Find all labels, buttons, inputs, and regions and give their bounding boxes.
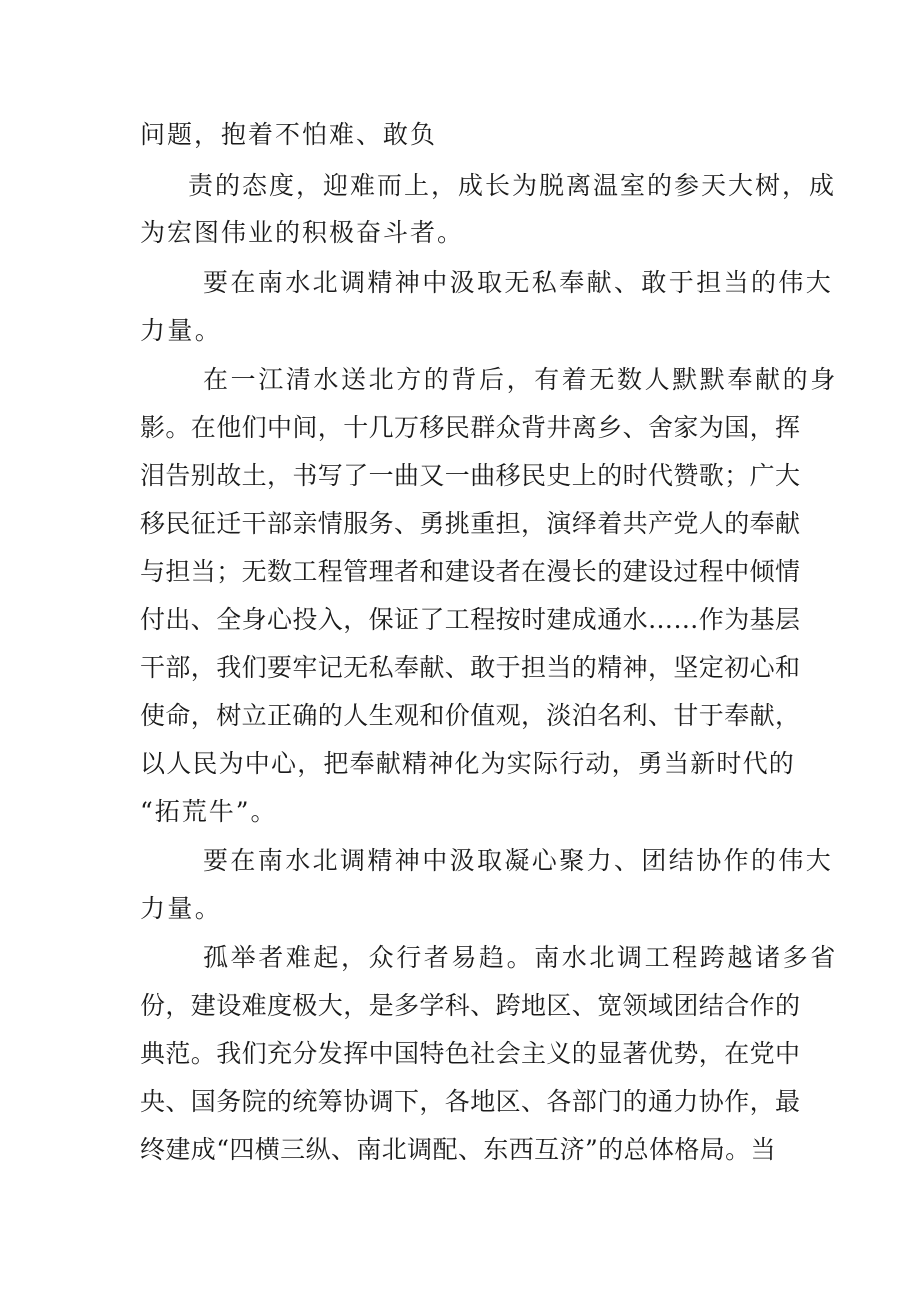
text-line-9: 移民征迁干部亲情服务、勇挑重担，演绎着共产党人的奉献 xyxy=(140,509,801,538)
text-line-22: 终建成“四横三纵、南北调配、东西互济”的总体格局。当 xyxy=(140,1135,776,1164)
text-line-11: 付出、全身心投入，保证了工程按时建成通水……作为基层 xyxy=(140,605,801,634)
section-heading-1-line-1: 要在南水北调精神中汲取无私奉献、敢于担当的伟大 xyxy=(203,268,834,297)
section-heading-2-line-2: 力量。 xyxy=(140,894,223,923)
text-line-13: 使命，树立正确的人生观和价值观，淡泊名利、甘于奉献， xyxy=(140,701,801,730)
section-heading-1-line-2: 力量。 xyxy=(140,316,223,345)
text-line-1: 问题，抱着不怕难、敢负 xyxy=(140,120,438,149)
text-line-8: 泪告别故土，书写了一曲又一曲移民史上的时代赞歌；广大 xyxy=(140,461,801,490)
text-line-18: 孤举者难起，众行者易趋。南水北调工程跨越诸多省 xyxy=(203,943,838,972)
text-line-20: 典范。我们充分发挥中国特色社会主义的显著优势，在党中 xyxy=(140,1039,801,1068)
text-line-15: “拓荒牛”。 xyxy=(140,797,278,826)
text-line-21: 央、国务院的统筹协调下，各地区、各部门的通力协作，最 xyxy=(140,1087,801,1116)
text-line-19: 份，建设难度极大，是多学科、跨地区、宽领域团结合作的 xyxy=(140,991,801,1020)
text-line-14: 以人民为中心，把奉献精神化为实际行动，勇当新时代的 xyxy=(140,749,796,778)
text-line-12: 干部，我们要牢记无私奉献、敢于担当的精神，坚定初心和 xyxy=(140,653,801,682)
text-line-7: 影。在他们中间，十几万移民群众背井离乡、舍家为国，挥 xyxy=(140,413,801,442)
section-heading-2-line-1: 要在南水北调精神中汲取凝心聚力、团结协作的伟大 xyxy=(203,846,834,875)
text-line-3: 为宏图伟业的积极奋斗者。 xyxy=(140,218,465,247)
text-line-6: 在一江清水送北方的背后，有着无数人默默奉献的身 xyxy=(203,365,838,394)
text-line-10: 与担当；无数工程管理者和建设者在漫长的建设过程中倾情 xyxy=(140,557,801,586)
text-line-2: 责的态度，迎难而上，成长为脱离温室的参天大树，成 xyxy=(188,171,837,200)
